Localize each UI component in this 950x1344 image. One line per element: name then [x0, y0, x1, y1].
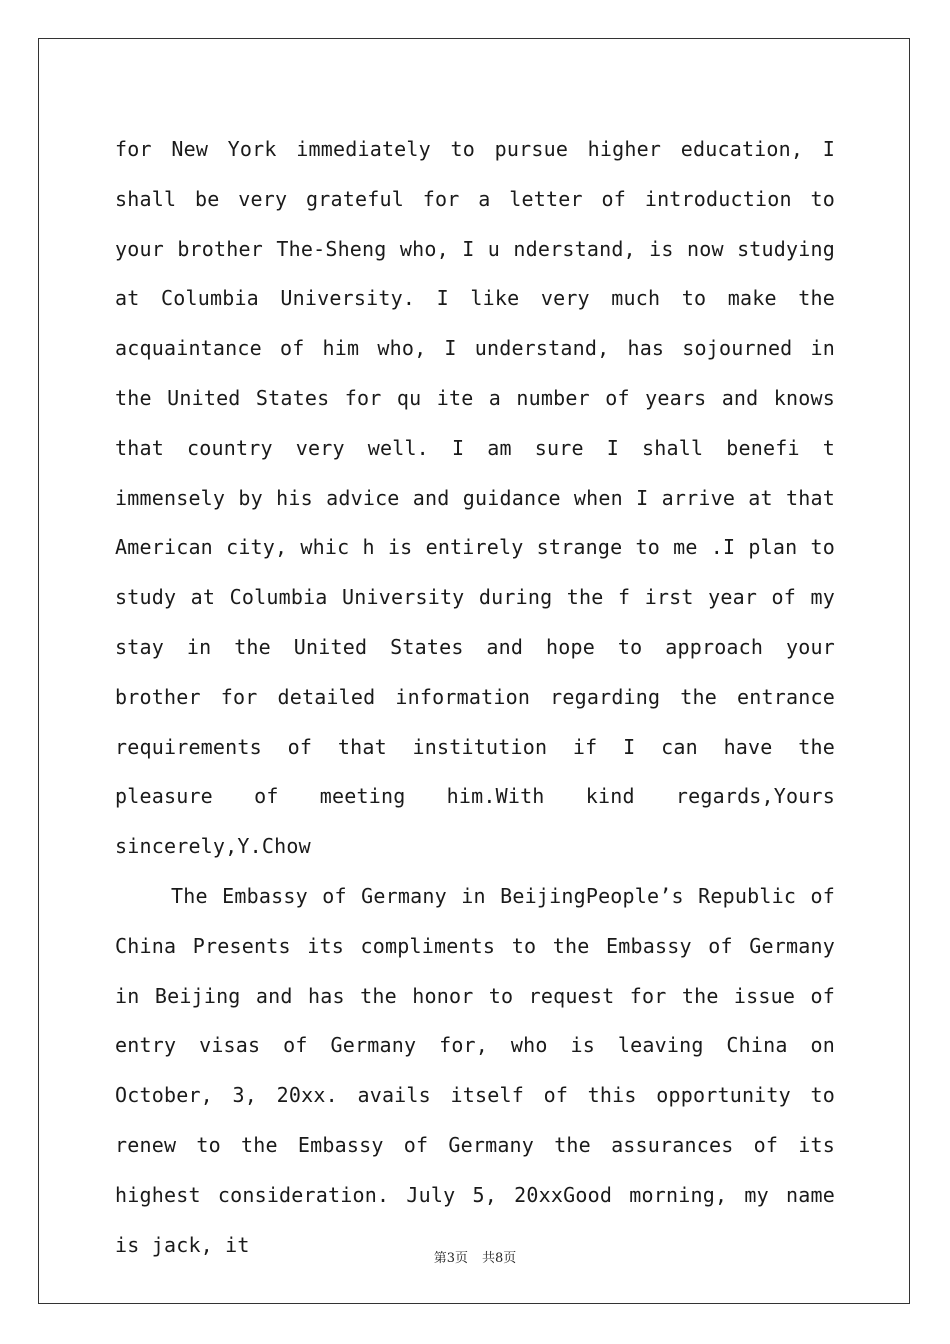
page-footer	[0, 1247, 950, 1266]
page-total: 共8页	[482, 1251, 517, 1266]
paragraph-letter-chow: for New York immediately to pursue higher education, I shall be very grateful for a letter of introduction to your brother The-Sheng who, I u nderstand, is now studying at Columbia University. I like very much to make the acquaintance of him who, I understand, has sojourned in the United States for qu ite a number of years and knows that country very well. I am sure I shall benefi t immensely by his advice and guidance when I arrive at that American city, whic h is entirely strange to me .I plan to study at Columbia University during the f irst year of my stay in the United States and hope to approach your brother for detailed information regarding the entrance requirements of that institution if I can have the pleasure of meeting him.With kind regards,Yours sincerely,Y.Chow	[115, 137, 835, 859]
document-body	[115, 125, 835, 1270]
page-number: 第3页	[433, 1251, 468, 1266]
paragraph-embassy-note: The Embassy of Germany in BeijingPeople’s Republic of China Presents its compliments to the Embassy of Germany in Beijing and has the honor to request for the issue of entry visas of Germany for, who is leaving China on October, 3, 20xx. avails itself of this opportunity to renew to the Embassy of Germany the assurances of its highest consideration. July 5, 20xxGood morning, my name is jack, it	[115, 883, 835, 1257]
